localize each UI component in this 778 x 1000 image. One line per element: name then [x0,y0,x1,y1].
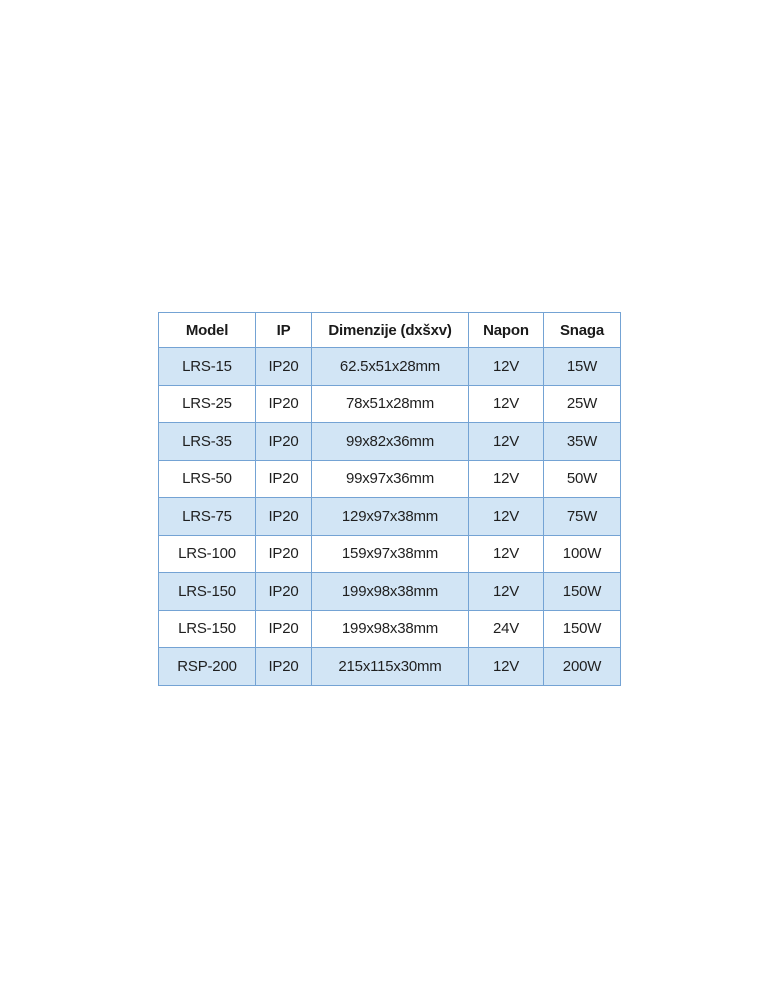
cell-snaga: 150W [544,573,621,611]
cell-napon: 24V [469,610,544,648]
cell-ip: IP20 [256,535,312,573]
cell-model: LRS-35 [159,423,256,461]
table-row [159,460,621,498]
cell-snaga: 25W [544,385,621,423]
cell-ip: IP20 [256,573,312,611]
cell-dimenzije: 99x82x36mm [312,423,469,461]
cell-ip: IP20 [256,423,312,461]
cell-dimenzije: 199x98x38mm [312,573,469,611]
cell-snaga: 50W [544,460,621,498]
cell-napon: 12V [469,648,544,686]
cell-snaga: 150W [544,610,621,648]
table-header-row [159,313,621,348]
table-row [159,385,621,423]
cell-napon: 12V [469,348,544,386]
table-row [159,535,621,573]
cell-model: LRS-100 [159,535,256,573]
table-row [159,610,621,648]
cell-model: LRS-25 [159,385,256,423]
cell-model: RSP-200 [159,648,256,686]
table-row [159,498,621,536]
cell-dimenzije: 215x115x30mm [312,648,469,686]
column-header-ip: IP [256,313,312,348]
table-row [159,573,621,611]
cell-ip: IP20 [256,648,312,686]
cell-ip: IP20 [256,348,312,386]
cell-model: LRS-75 [159,498,256,536]
column-header-dimenzije: Dimenzije (dxšxv) [312,313,469,348]
table-row [159,348,621,386]
cell-ip: IP20 [256,610,312,648]
table-row [159,423,621,461]
cell-snaga: 75W [544,498,621,536]
spec-table-container [158,312,620,686]
power-supply-spec-table [158,312,621,686]
cell-snaga: 35W [544,423,621,461]
column-header-napon: Napon [469,313,544,348]
cell-dimenzije: 129x97x38mm [312,498,469,536]
column-header-snaga: Snaga [544,313,621,348]
column-header-model: Model [159,313,256,348]
cell-napon: 12V [469,460,544,498]
cell-model: LRS-15 [159,348,256,386]
cell-napon: 12V [469,498,544,536]
cell-snaga: 200W [544,648,621,686]
cell-napon: 12V [469,423,544,461]
cell-ip: IP20 [256,460,312,498]
cell-dimenzije: 199x98x38mm [312,610,469,648]
cell-dimenzije: 78x51x28mm [312,385,469,423]
table-row [159,648,621,686]
cell-napon: 12V [469,573,544,611]
cell-ip: IP20 [256,498,312,536]
cell-napon: 12V [469,385,544,423]
cell-ip: IP20 [256,385,312,423]
cell-snaga: 100W [544,535,621,573]
cell-dimenzije: 62.5x51x28mm [312,348,469,386]
cell-model: LRS-150 [159,573,256,611]
cell-model: LRS-150 [159,610,256,648]
cell-snaga: 15W [544,348,621,386]
cell-dimenzije: 99x97x36mm [312,460,469,498]
cell-model: LRS-50 [159,460,256,498]
cell-napon: 12V [469,535,544,573]
cell-dimenzije: 159x97x38mm [312,535,469,573]
